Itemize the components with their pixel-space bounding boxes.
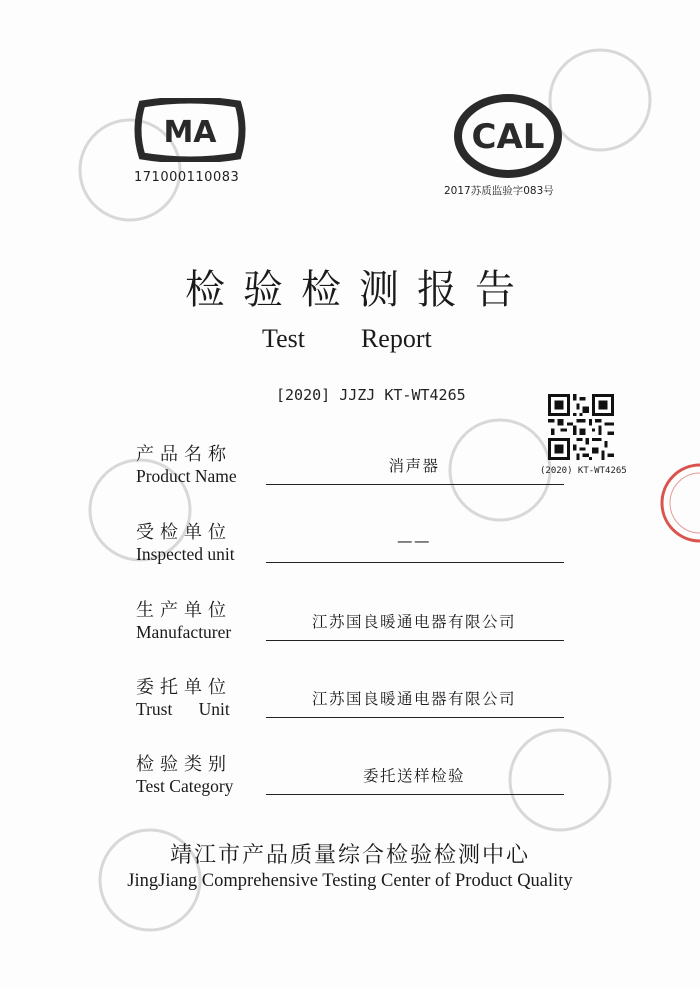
title-en-word-test: Test <box>262 324 305 353</box>
issuer-name-en: JingJiang Comprehensive Testing Center of Product Quality <box>127 871 573 891</box>
label-cn: 检验类别 <box>136 754 232 775</box>
underline <box>266 562 564 563</box>
label-cn: 生产单位 <box>136 600 232 621</box>
issuer-name-cn: 靖江市产品质量综合检验检测中心 <box>169 843 530 868</box>
label-cn: 产品名称 <box>136 444 232 465</box>
label-en: Test Category <box>136 776 234 796</box>
field-trust-unit <box>136 673 566 729</box>
label-cn: 委托单位 <box>136 677 232 698</box>
field-test-category <box>136 750 566 806</box>
underline <box>266 484 564 485</box>
qr-caption: (2020) KT-WT4265 <box>540 466 627 476</box>
cma-logo <box>134 98 246 162</box>
label-en: Manufacturer <box>136 622 232 642</box>
field-product-name <box>136 440 566 496</box>
svg-text:MA: MA <box>163 115 217 150</box>
field-value: 江苏国良暖通电器有限公司 <box>311 690 516 708</box>
report-title-en <box>262 324 432 354</box>
underline <box>266 640 564 641</box>
field-inspected-unit <box>136 518 566 574</box>
cal-logo <box>452 92 564 180</box>
field-value: 江苏国良暖通电器有限公司 <box>311 613 516 631</box>
title-en-word-report: Report <box>360 324 432 353</box>
label-en: Product Name <box>136 466 237 486</box>
cal-certificate-number: 2017苏质监验字083号 <box>444 185 554 197</box>
field-manufacturer <box>136 596 566 652</box>
label-cn: 受检单位 <box>136 522 232 543</box>
red-stamp-seal <box>660 448 700 558</box>
report-number: [2020] JJZJ KT-WT4265 <box>276 386 466 404</box>
svg-text:CAL: CAL <box>471 117 545 157</box>
cma-certificate-number: 171000110083 <box>134 170 240 185</box>
label-en: Trust Unit <box>136 699 230 719</box>
field-value: 消声器 <box>388 457 440 475</box>
field-value: —— <box>397 532 431 550</box>
report-title-cn: 检验检测报告 <box>185 267 533 313</box>
field-value: 委托送样检验 <box>362 767 465 785</box>
underline <box>266 794 564 795</box>
label-en: Inspected unit <box>136 544 235 564</box>
underline <box>266 717 564 718</box>
